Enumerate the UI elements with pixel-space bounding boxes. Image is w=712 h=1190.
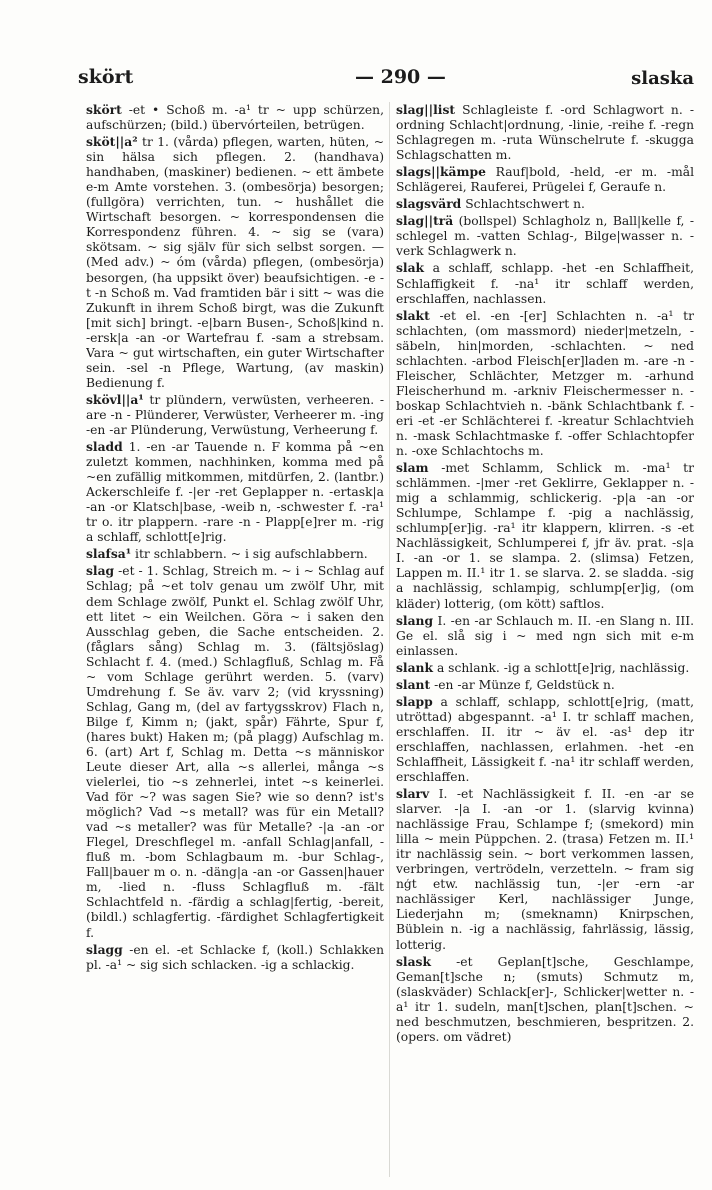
- entry-text: -met Schlamm, Schlick m. -ma¹ tr schlämmen. -|mer -ret Geklirre, Geklapper n. -mig a schlammig, schlickerig. -p|a -an -or Schlumpe, Schlampe f. -pig a nachlässig, schlump[er]ig. -ra¹ itr klappern, klirren. -s -et Nachlässigkeit, Schlumperei f, jfr äv. prat. -s|a I. -an -or 1. se slampa. 2. (slimsa) Fetzen, Lappen m. II.¹ itr 1. se slarva. 2. se sladda. -sig a nachlässig, schlampig, schlump[er]ig, (om kläder) lotterig, (om kött) saftlos.: [396, 461, 694, 611]
- dictionary-entry: [396, 102, 694, 163]
- dictionary-entry: [86, 546, 384, 562]
- entry-headword: slang: [396, 612, 434, 628]
- dictionary-entry: [86, 134, 384, 391]
- entry-headword: slakt: [396, 307, 430, 323]
- entry-headword: slags||kämpe: [396, 164, 486, 180]
- page-number: — 290 —: [355, 66, 446, 88]
- entry-headword: slag||list: [396, 102, 456, 117]
- entry-text: -et el. -en -[er] Schlachten n. -a¹ tr schlachten, (om massmord) nieder|metzeln, -säbeln, hin|morden, -schlachten. ~ ned schlachten. -arbod Fleisch[er]laden m. -are -n - Fleischer, Schlächter, Metzger m. -arhund Fleischerhund m. -arkniv Fleischermesser n. -boskap Schlachtvieh n. -bänk Schlachtbank f. -eri -et -er Schlächterei f. -kreatur Schlachtvieh n. -mask Schlachtmaske f. -offer Schlachtopfer n. -oxe Schlachtochs m.: [396, 308, 694, 459]
- right-column: [396, 102, 694, 1182]
- header-left-word: skört: [78, 66, 134, 88]
- left-column: [86, 102, 384, 1182]
- entry-headword: slank: [396, 659, 434, 675]
- entry-text: itr schlabbern. ~ i sig aufschlabbern.: [131, 547, 368, 562]
- dictionary-entry: [396, 164, 694, 195]
- entry-headword: slam: [396, 460, 429, 476]
- dictionary-entry: [396, 460, 694, 611]
- dictionary-entry: [86, 942, 384, 973]
- entry-headword: slagg: [86, 941, 123, 957]
- column-divider: [389, 102, 390, 1177]
- entry-text: I. -en -ar Schlauch m. II. -en Slang n. III. Ge el. slå sig i ~ med ngn sich mit e-m einlassen.: [396, 613, 694, 658]
- entry-headword: slag||trä: [396, 213, 454, 229]
- entry-text: tr 1. (vårda) pflegen, warten, hüten, ~ sin hälsa sich pflegen. 2. (handhava) handhaben, (maskiner) bedienen. ~ ett ämbete e-m Amte vorstehen. 3. (ombesörja) besorgen; (fullgöra) verrichten, tun. ~ hushållet die Wirtschaft besorgen. ~ korrespondensen die Korrespondenz führen. 4. ~ sig se (vara) skötsam. ~ sig själv für sich selbst sorgen. — (Med adv.) ~ óm (vårda) pflegen, (ombesörja) besorgen, (ha uppsikt över) beaufsichtigen. -e -t -n Schoß m. Vad framtiden bär i sitt ~ was die Zukunft in ihrem Schoß birgt, was die Zukunft [mit sich] bringt. -e|barn Busen-, Schoß|kind n. -ersk|a -an -or Wartefrau f. -sam a strebsam. Vara ~ gut wirtschaften, ein guter Wirtschafter sein. -sel -n Pflege, Wartung, (av maskin) Bedienung f.: [86, 135, 384, 390]
- entry-headword: slarv: [396, 786, 430, 802]
- entry-headword: slak: [396, 260, 425, 276]
- entry-headword: slant: [396, 676, 431, 692]
- dictionary-entry: [396, 694, 694, 785]
- dictionary-entry: [396, 213, 694, 259]
- entry-headword: slafsa¹: [86, 546, 132, 562]
- entry-text: Schlagleiste f. -ord Schlagwort n. -ordning Schlacht|ordnung, -linie, -reihe f. -regn Schlagregen m. -ruta Wünschelrute f. -skugga Schlagschatten m.: [396, 103, 694, 163]
- dictionary-entry: [86, 392, 384, 438]
- entry-text: (bollspel) Schlagholz n, Ball|kelle f, -schlegel m. -vatten Schlag-, Bilge|wasser n. -verk Schlagwerk n.: [396, 214, 694, 259]
- entry-text: Rauf|bold, -held, -er m. -mål Schlägerei, Rauferei, Prügelei f, Geraufe n.: [396, 165, 694, 195]
- page-header: [0, 66, 712, 98]
- entry-headword: slask: [396, 953, 432, 969]
- entry-text: tr plündern, verwüsten, verheeren. -are -n - Plünderer, Verwüster, Verheerer m. -ing -en -ar Plünderung, Verwüstung, Verheerung f.: [86, 392, 384, 437]
- dictionary-entry: [396, 954, 694, 1045]
- entry-text: 1. -en -ar Tauende n. F komma på ~en zuletzt kommen, nachhinken, komma med på ~en zufällig mitkommen, mitdürfen, 2. (lantbr.) Ackerschleife f. -|er -ret Geplapper n. -ertask|a -an -or Klatsch|base, -weib n, -schwester f. -ra¹ tr o. itr plappern. -rare -n - Plapp[e]rer m. -rig a schlaff, schlott[e]rig.: [86, 440, 384, 545]
- dictionary-entry: [396, 677, 694, 693]
- dictionary-entry: [396, 196, 694, 212]
- entry-headword: sköt||a²: [86, 134, 138, 150]
- entry-headword: sladd: [86, 439, 123, 455]
- dictionary-entry: [396, 260, 694, 306]
- dictionary-entry: [86, 439, 384, 545]
- entry-text: -en el. -et Schlacke f, (koll.) Schlakken pl. -a¹ ~ sig sich schlacken. -ig a schlackig.: [86, 942, 384, 972]
- entry-text: a schlaff, schlapp. -het -en Schlaffheit, Schlaffigkeit f. -na¹ itr schlaff werden, erschlaffen, nachlassen.: [396, 261, 694, 306]
- entry-text: -et • Schoß m. -a¹ tr ~ upp schürzen, aufschürzen; (bild.) übervórteilen, betrügen.: [86, 103, 384, 133]
- entry-text: -et Geplan[t]sche, Geschlampe, Geman[t]sche n; (smuts) Schmutz m, (slaskväder) Schlack[er]-, Schlicker|wetter n. -a¹ itr 1. sudeln, man[t]schen, plan[t]schen. ~ ned beschmutzen, beschmieren, bespritzen. 2. (opers. om vädret): [396, 954, 694, 1044]
- entry-text: -en -ar Münze f, Geldstück n.: [430, 677, 615, 692]
- dictionary-entry: [396, 786, 694, 953]
- entry-headword: skövl||a¹: [86, 391, 144, 407]
- entry-headword: slagsvärd: [396, 196, 462, 212]
- entry-text: Schlachtschwert n.: [461, 197, 585, 212]
- dictionary-entry: [396, 613, 694, 659]
- entry-headword: slag: [86, 563, 115, 579]
- dictionary-entry: [86, 102, 384, 133]
- dictionary-entry: [396, 308, 694, 459]
- entry-text: a schlaff, schlapp, schlott[e]rig, (matt, utröttad) abgespannt. -a¹ I. tr schlaff machen, erschlaffen. II. itr ~ äv el. -as¹ dep itr erschlaffen, nachlassen, erlahmen. -het -en Schlaffheit, Lässigkeit f. -na¹ itr schlaff werden, erschlaffen.: [396, 694, 694, 785]
- entry-text: -et - 1. Schlag, Streich m. ~ i ~ Schlag auf Schlag; på ~et tolv genau um zwölf Uhr, mit dem Schlage zwölf, Punkt el. Schlag zwölf Uhr, ett litet ~ ein Weilchen. Göra ~ i saken den Ausschlag geben, die Sache entscheiden. 2. (fåglars sång) Schlag m. 3. (fältsjöslag) Schlacht f. 4. (med.) Schlagfluß, Schlag m. Få ~ vom Schlage gerührt werden. 5. (varv) Umdrehung f. Se äv. varv 2; (vid kryssning) Schlag, Gang m, (del av fartygsskrov) Flach n, Bilge f, Kimm n; (jakt, spår) Fährte, Spur f, (hares bukt) Haken m; (på plagg) Aufschlag m. 6. (art) Art f, Schlag m. Detta ~s människor Leute dieser Art, alla ~s allerlei, många ~s vielerlei, tio ~s zehnerlei, intet ~s keinerlei. Vad för ~? was sagen Sie? wie so denn? ist's möglich? Vad ~s metall? was für ein Metall? vad ~s metaller? was für Metalle? -|a -an -or Flegel, Dreschflegel m. -anfall Schlag|anfall, -fluß m. -bom Schlagbaum m. -bur Schlag-, Fall|bauer m o. n. -däng|a -an -or Gassen|hauer m, -lied n. -fluss Schlagfluß m. -fält Schlachtfeld n. -färdig a schlag|fertig, -bereit, (bildl.) schlagfertig. -färdighet Schlagfertigkeit f.: [86, 564, 384, 940]
- header-right-word: slaska: [631, 68, 694, 89]
- entry-text: a schlank. -ig a schlott[e]rig, nachlässig.: [433, 660, 690, 675]
- entry-headword: skört: [86, 102, 122, 117]
- dictionary-entry: [396, 660, 694, 676]
- entry-text: I. -et Nachlässigkeit f. II. -en -ar se slarver. -|a I. -an -or 1. (slarvig kvinna) nachlässige Frau, Schlampe f; (smekord) min lilla ~ mein Püppchen. 2. (trasa) Fetzen m. II.¹ itr nachlässig sein. ~ bort verkommen lassen, verbringen, vertrödeln, verzetteln. ~ fram sig nģt etw. nachlässig tun, -|er -ern -ar nachlässiger Kerl, nachlässiger Junge, Liederjahn m; (smeknamn) Knirpschen, Büblein n. -ig a nachlässig, fahrlässig, lässig, lotterig.: [396, 787, 694, 952]
- dictionary-entry: [86, 563, 384, 940]
- entry-headword: slapp: [396, 693, 433, 709]
